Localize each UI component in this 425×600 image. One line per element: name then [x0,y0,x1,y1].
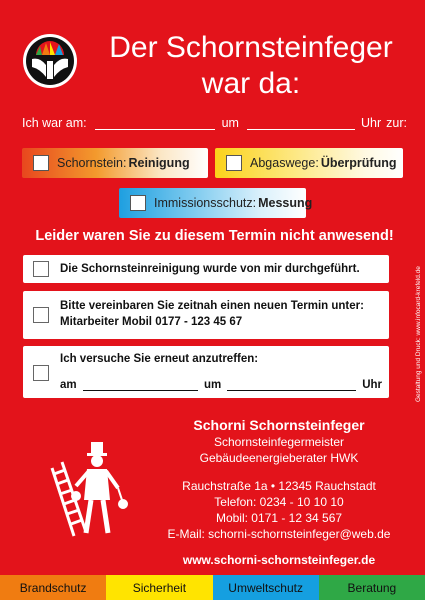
footer-tags [0,575,425,600]
street-address: Rauchstraße 1a • 12345 Rauchstadt [182,479,376,493]
chimney-sweep-figure-icon [44,438,134,538]
checkbox[interactable] [33,307,49,323]
checkbox[interactable] [33,261,49,277]
tag-consulting: Beratung [319,575,425,600]
option-text: Bitte vereinbaren Sie zeitnah einen neuen Termin unter: Mitarbeiter Mobil 0177 - 123 45 67 [60,300,364,328]
service-prefix: Immissionsschutz: [154,196,257,210]
email-address[interactable]: E-Mail: schorni-schornsteinfeger@web.de [167,527,391,541]
retry-um-label: um [203,379,222,391]
service-action: Messung [258,196,313,210]
company-title2: Gebäudeenergieberater HWK [199,451,359,465]
uhr-label: Uhr [360,116,382,130]
mobile-number: Mobil: 0171 - 12 34 567 [215,511,343,525]
service-emission-measurement[interactable] [119,188,313,218]
date-label: Ich war am: [22,116,87,130]
service-action: Überprüfung [320,156,397,170]
service-flue-inspection[interactable] [215,148,403,178]
service-prefix: Abgaswege: [250,156,319,170]
option-retry-visit[interactable] [23,346,389,398]
company-name: Schorni Schornsteinfeger [193,417,365,433]
design-credit: Gestaltung und Druck: www.infocard-krefeld.de [415,266,422,402]
retry-uhr-label: Uhr [362,379,382,391]
option-new-appointment[interactable] [23,291,389,339]
time-label: um [221,116,239,130]
time-field[interactable] [247,117,355,130]
absence-notice: Leider waren Sie zu diesem Termin nicht anwesend! [35,228,394,244]
company-block [140,416,418,466]
option-text: Ich versuche Sie erneut anzutreffen: [60,353,259,365]
service-action: Reinigung [128,156,190,170]
checkbox[interactable] [130,195,146,211]
chimney-sweep-guild-logo [22,33,78,89]
service-chimney-cleaning[interactable] [22,148,208,178]
option-cleaning-done[interactable] [23,255,389,283]
retry-date-row [60,378,382,391]
option-text: Die Schornsteinreinigung wurde von mir durchgeführt. [60,263,360,275]
retry-am-label: am [60,379,77,391]
company-title1: Schornsteinfegermeister [213,435,345,449]
retry-time-field[interactable] [227,378,356,391]
date-field[interactable] [95,117,215,130]
tag-fire-protection: Brandschutz [0,575,106,600]
tag-safety: Sicherheit [106,575,212,600]
visit-date-row [22,116,407,130]
checkbox[interactable] [226,155,242,171]
checkbox[interactable] [33,365,49,381]
tag-environment: Umweltschutz [213,575,319,600]
zur-label: zur: [386,116,407,130]
phone-number: Telefon: 0234 - 10 10 10 [214,495,344,509]
contact-block [140,478,418,542]
service-prefix: Schornstein: [57,156,127,170]
checkbox[interactable] [33,155,49,171]
website-link[interactable]: www.schorni-schornsteinfeger.de [182,553,376,567]
retry-date-field[interactable] [83,378,198,391]
page-title: Der Schornsteinfeger war da: [109,31,393,100]
